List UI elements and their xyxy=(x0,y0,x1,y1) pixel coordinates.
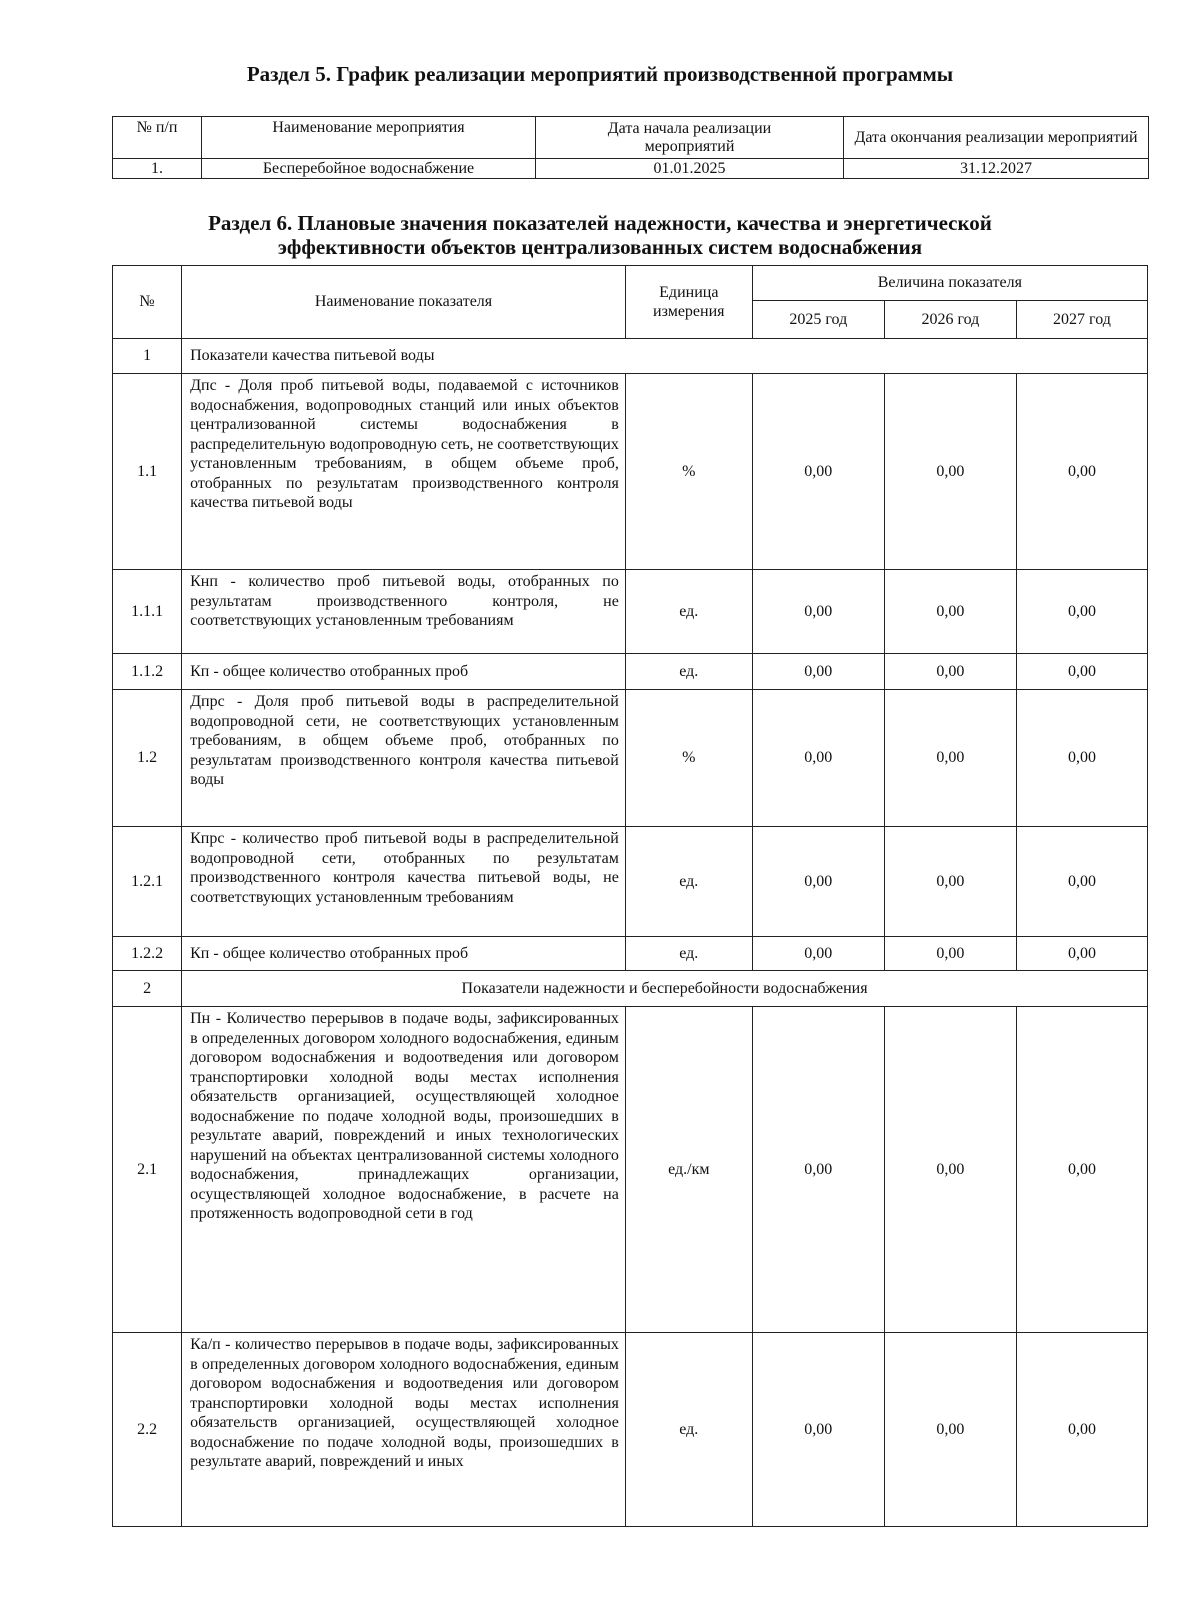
row-num: 1.2.2 xyxy=(113,937,182,971)
row-value-2025: 0,00 xyxy=(752,1333,884,1527)
row-num: 2.2 xyxy=(113,1333,182,1527)
row-name: Кпрс - количество проб питьевой воды в распределительной водопроводной сети, отобранных по результатам производственного контроля качества питьевой воды, не соответствующих установленным требованиям xyxy=(182,827,626,937)
row-value-2027: 0,00 xyxy=(1016,374,1147,570)
section6-title xyxy=(0,211,1200,259)
row-name: Бесперебойное водоснабжение xyxy=(202,159,536,179)
row-value-2027: 0,00 xyxy=(1016,827,1147,937)
schedule-header-row xyxy=(113,117,1149,159)
table-row xyxy=(113,937,1148,971)
row-num: 1.1.1 xyxy=(113,570,182,654)
row-value-2026: 0,00 xyxy=(884,937,1016,971)
indicators-header-row-1 xyxy=(113,266,1148,301)
row-unit: % xyxy=(625,374,752,570)
schedule-row xyxy=(113,159,1149,179)
row-name: Ка/п - количество перерывов в подаче воды, зафиксированных в определенных договором холодного водоснабжения, единым договором водоснабжения и водоотведения или договором транспортировки холодной воды местах исполнения обязательств организацией, осуществляющей холодное водоснабжение по подаче холодной воды, произошедших в результате аварий, повреждений и иных xyxy=(182,1333,626,1527)
row-value-2025: 0,00 xyxy=(752,570,884,654)
row-unit: ед. xyxy=(625,1333,752,1527)
row-value-2025: 0,00 xyxy=(752,690,884,827)
section-row xyxy=(113,339,1148,374)
header-end-date: Дата окончания реализации мероприятий xyxy=(844,117,1149,159)
table-row xyxy=(113,570,1148,654)
row-unit: ед. xyxy=(625,654,752,690)
row-unit: ед./км xyxy=(625,1007,752,1333)
row-value-2026: 0,00 xyxy=(884,570,1016,654)
section-num: 2 xyxy=(113,971,182,1007)
section-title: Показатели качества питьевой воды xyxy=(182,339,1148,374)
row-value-2025: 0,00 xyxy=(752,827,884,937)
row-value-2027: 0,00 xyxy=(1016,1333,1147,1527)
row-name: Дпс - Доля проб питьевой воды, подаваемой с источников водоснабжения, водопроводных станций или иных объектов централизованной системы водоснабжения в распределительную водопроводную сеть, не соответствующих установленным требованиям, в общем объеме проб, отобранных по результатам производственного контроля качества питьевой воды xyxy=(182,374,626,570)
table-row xyxy=(113,827,1148,937)
row-value-2026: 0,00 xyxy=(884,827,1016,937)
table-row xyxy=(113,1333,1148,1527)
section5-title: Раздел 5. График реализации мероприятий производственной программы xyxy=(246,62,954,86)
row-value-2027: 0,00 xyxy=(1016,654,1147,690)
header-value-group: Величина показателя xyxy=(752,266,1147,301)
header-num: № п/п xyxy=(113,117,202,159)
row-name: Кп - общее количество отобранных проб xyxy=(182,937,626,971)
header-name: Наименование мероприятия xyxy=(202,117,536,159)
row-value-2025: 0,00 xyxy=(752,937,884,971)
row-num: 1.1 xyxy=(113,374,182,570)
row-name: Кп - общее количество отобранных проб xyxy=(182,654,626,690)
row-num: 1.2 xyxy=(113,690,182,827)
header-unit: Единица измерения xyxy=(625,266,752,339)
row-name: Дпрс - Доля проб питьевой воды в распределительной водопроводной сети, не соответствующих установленным требованиям, в общем объеме проб, отобранных по результатам производственного контроля качества питьевой воды xyxy=(182,690,626,827)
row-end-date: 31.12.2027 xyxy=(844,159,1149,179)
row-value-2025: 0,00 xyxy=(752,654,884,690)
section-title: Показатели надежности и бесперебойности водоснабжения xyxy=(182,971,1148,1007)
header-name: Наименование показателя xyxy=(182,266,626,339)
row-num: 1.2.1 xyxy=(113,827,182,937)
schedule-table xyxy=(112,116,1149,179)
row-value-2027: 0,00 xyxy=(1016,937,1147,971)
indicators-table xyxy=(112,265,1148,1527)
table-row xyxy=(113,374,1148,570)
row-unit: ед. xyxy=(625,937,752,971)
row-name: Кнп - количество проб питьевой воды, отобранных по результатам производственного контроля, не соответствующих установленным требованиям xyxy=(182,570,626,654)
header-2026: 2026 год xyxy=(884,301,1016,339)
row-value-2025: 0,00 xyxy=(752,374,884,570)
row-value-2026: 0,00 xyxy=(884,374,1016,570)
row-value-2026: 0,00 xyxy=(884,654,1016,690)
row-unit: ед. xyxy=(625,827,752,937)
header-start-date: Дата начала реализации мероприятий xyxy=(536,117,844,159)
header-num: № xyxy=(113,266,182,339)
row-value-2026: 0,00 xyxy=(884,690,1016,827)
header-2027: 2027 год xyxy=(1016,301,1147,339)
header-2025: 2025 год xyxy=(752,301,884,339)
section6-title-line2: эффективности объектов централизованных систем водоснабжения xyxy=(277,235,923,259)
row-num: 1. xyxy=(113,159,202,179)
row-value-2026: 0,00 xyxy=(884,1333,1016,1527)
row-num: 1.1.2 xyxy=(113,654,182,690)
table-row xyxy=(113,690,1148,827)
row-value-2026: 0,00 xyxy=(884,1007,1016,1333)
row-num: 2.1 xyxy=(113,1007,182,1333)
section6-title-line1: Раздел 6. Плановые значения показателей надежности, качества и энергетической xyxy=(208,211,992,235)
section-num: 1 xyxy=(113,339,182,374)
table-row xyxy=(113,1007,1148,1333)
row-value-2025: 0,00 xyxy=(752,1007,884,1333)
row-start-date: 01.01.2025 xyxy=(536,159,844,179)
row-value-2027: 0,00 xyxy=(1016,690,1147,827)
row-unit: % xyxy=(625,690,752,827)
row-value-2027: 0,00 xyxy=(1016,1007,1147,1333)
row-unit: ед. xyxy=(625,570,752,654)
row-value-2027: 0,00 xyxy=(1016,570,1147,654)
row-name: Пн - Количество перерывов в подаче воды, зафиксированных в определенных договором холодного водоснабжения, единым договором водоснабжения и водоотведения или договором транспортировки холодной воды местах исполнения обязательств организацией, осуществляющей холодное водоснабжение по подаче холодной воды, произошедших в результате аварий, повреждений и иных технологических нарушений на объектах централизованной системы холодного водоснабжения, принадлежащих организации, осуществляющей холодное водоснабжение, в расчете на протяженность водопроводной сети в год xyxy=(182,1007,626,1333)
table-row xyxy=(113,654,1148,690)
section-row xyxy=(113,971,1148,1007)
